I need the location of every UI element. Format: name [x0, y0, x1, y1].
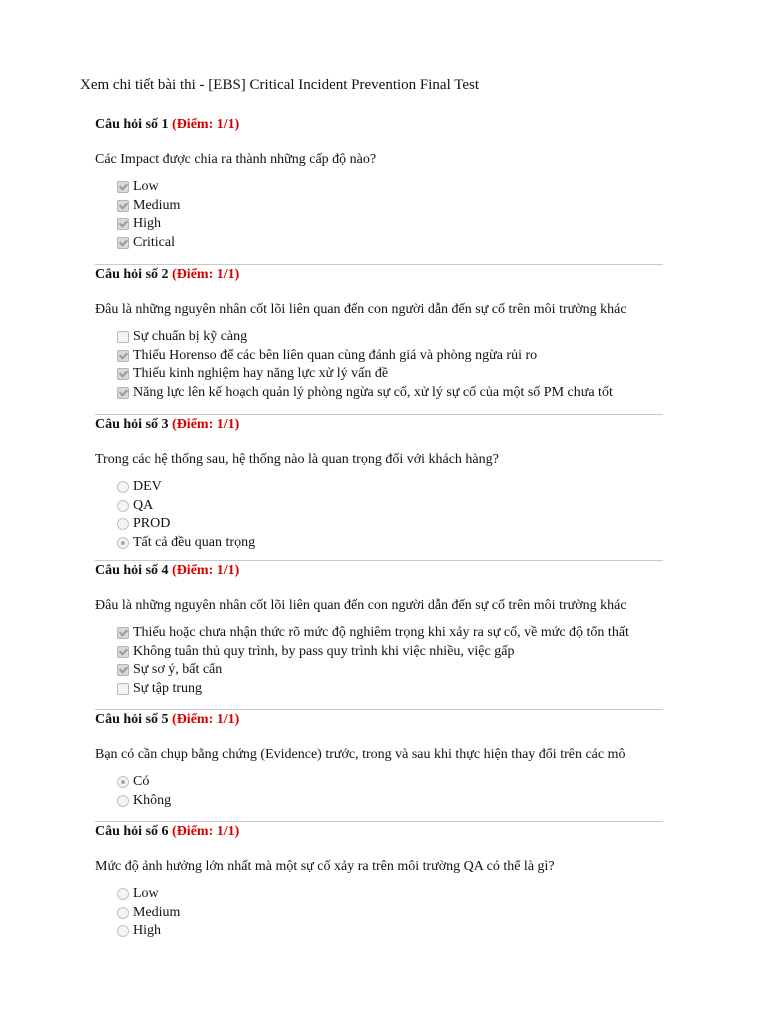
answer-option — [117, 328, 613, 347]
question-number: Câu hỏi số 1 — [95, 117, 169, 132]
question-score: (Điểm: 1/1) — [172, 267, 240, 282]
answer-options — [117, 773, 171, 810]
question-header — [95, 709, 663, 731]
answer-radio[interactable] — [117, 500, 129, 512]
answer-label: Sự chuẩn bị kỹ càng — [133, 329, 248, 345]
answer-options — [117, 478, 255, 552]
question-divider — [95, 709, 663, 710]
answer-option — [117, 773, 171, 792]
answer-option — [117, 384, 613, 403]
answer-checkbox[interactable] — [117, 683, 129, 695]
question-3 — [95, 414, 663, 550]
answer-label: DEV — [133, 479, 162, 495]
answer-option — [117, 661, 629, 680]
question-1 — [95, 114, 663, 250]
question-header — [95, 264, 663, 286]
answer-label: Không tuân thủ quy trình, by pass quy trình khi việc nhiều, việc gấp — [133, 643, 515, 659]
answer-checkbox[interactable] — [117, 664, 129, 676]
answer-option — [117, 792, 171, 811]
answer-label: Sự sơ ý, bất cẩn — [133, 662, 223, 678]
question-divider — [95, 821, 663, 822]
question-divider — [95, 560, 663, 561]
answer-label: Sự tập trung — [133, 680, 203, 696]
page-title: Xem chi tiết bài thi - [EBS] Critical Incident Prevention Final Test — [80, 77, 480, 93]
answer-radio[interactable] — [117, 537, 129, 549]
answer-label: Thiếu hoặc chưa nhận thức rõ mức độ nghiêm trọng khi xảy ra sự cố, về mức độ tổn thất — [133, 625, 629, 641]
answer-option — [117, 365, 613, 384]
answer-option — [117, 885, 180, 904]
answer-checkbox[interactable] — [117, 387, 129, 399]
answer-checkbox[interactable] — [117, 237, 129, 249]
question-6 — [95, 821, 663, 939]
answer-label: High — [133, 216, 161, 232]
answer-options — [117, 328, 613, 402]
answer-option — [117, 234, 180, 253]
answer-checkbox[interactable] — [117, 646, 129, 658]
question-score: (Điểm: 1/1) — [172, 117, 240, 132]
answer-option — [117, 680, 629, 699]
answer-option — [117, 347, 613, 366]
answer-checkbox[interactable] — [117, 627, 129, 639]
answer-options — [117, 624, 629, 698]
question-text: Trong các hệ thống sau, hệ thống nào là quan trọng đối với khách hàng? — [95, 452, 499, 467]
question-divider — [95, 264, 663, 265]
answer-label: Không — [133, 792, 172, 808]
question-score: (Điểm: 1/1) — [172, 824, 240, 839]
question-4 — [95, 560, 663, 696]
answer-label: PROD — [133, 516, 171, 532]
answer-label: Medium — [133, 197, 181, 213]
answer-options — [117, 885, 180, 941]
question-number: Câu hỏi số 4 — [95, 563, 169, 578]
answer-label: Low — [133, 886, 159, 902]
question-text: Mức độ ảnh hưởng lớn nhất mà một sự cố xảy ra trên môi trường QA có thể là gì? — [95, 859, 555, 874]
answer-checkbox[interactable] — [117, 200, 129, 212]
question-number: Câu hỏi số 3 — [95, 417, 169, 432]
question-number: Câu hỏi số 6 — [95, 824, 169, 839]
answer-radio[interactable] — [117, 888, 129, 900]
question-text: Đâu là những nguyên nhân cốt lõi liên quan đến con người dẫn đến sự cố trên môi trường khác — [95, 302, 627, 317]
answer-label: QA — [133, 497, 154, 513]
answer-checkbox[interactable] — [117, 181, 129, 193]
answer-radio[interactable] — [117, 907, 129, 919]
question-score: (Điểm: 1/1) — [172, 563, 240, 578]
answer-option — [117, 624, 629, 643]
answer-option — [117, 178, 180, 197]
answer-options — [117, 178, 180, 252]
answer-option — [117, 922, 180, 941]
answer-radio[interactable] — [117, 518, 129, 530]
answer-checkbox[interactable] — [117, 350, 129, 362]
question-2 — [95, 264, 663, 400]
question-score: (Điểm: 1/1) — [172, 712, 240, 727]
answer-option — [117, 497, 255, 516]
answer-checkbox[interactable] — [117, 368, 129, 380]
question-text: Đâu là những nguyên nhân cốt lõi liên quan đến con người dẫn đến sự cố trên môi trường khác — [95, 598, 627, 613]
answer-radio[interactable] — [117, 925, 129, 937]
question-5 — [95, 709, 663, 808]
answer-option — [117, 215, 180, 234]
answer-option — [117, 478, 255, 497]
question-divider — [95, 414, 663, 415]
question-text: Các Impact được chia ra thành những cấp độ nào? — [95, 152, 377, 167]
answer-option — [117, 904, 180, 923]
answer-option — [117, 197, 180, 216]
answer-option — [117, 515, 255, 534]
answer-label: Thiếu kinh nghiệm hay năng lực xử lý vấn đề — [133, 366, 389, 382]
answer-label: Medium — [133, 904, 181, 920]
answer-label: Năng lực lên kế hoạch quản lý phòng ngừa sự cố, xử lý sự cố của một số PM chưa tốt — [133, 384, 613, 400]
answer-label: High — [133, 923, 161, 939]
question-header — [95, 821, 663, 843]
question-header — [95, 560, 663, 582]
answer-label: Tất cả đều quan trọng — [133, 534, 256, 550]
answer-option — [117, 643, 629, 662]
answer-radio[interactable] — [117, 776, 129, 788]
question-number: Câu hỏi số 5 — [95, 712, 169, 727]
answer-radio[interactable] — [117, 481, 129, 493]
answer-label: Critical — [133, 234, 175, 250]
question-header — [95, 414, 663, 436]
answer-radio[interactable] — [117, 795, 129, 807]
question-header — [95, 114, 663, 136]
question-text: Bạn có cần chụp bằng chứng (Evidence) trước, trong và sau khi thực hiện thay đổi trên các mô — [95, 747, 626, 762]
answer-checkbox[interactable] — [117, 218, 129, 230]
answer-label: Low — [133, 179, 159, 195]
answer-label: Thiếu Horenso để các bên liên quan cùng đánh giá và phòng ngừa rủi ro — [133, 347, 538, 363]
answer-option — [117, 534, 255, 553]
answer-checkbox[interactable] — [117, 331, 129, 343]
answer-label: Có — [133, 774, 150, 790]
question-number: Câu hỏi số 2 — [95, 267, 169, 282]
question-score: (Điểm: 1/1) — [172, 417, 240, 432]
